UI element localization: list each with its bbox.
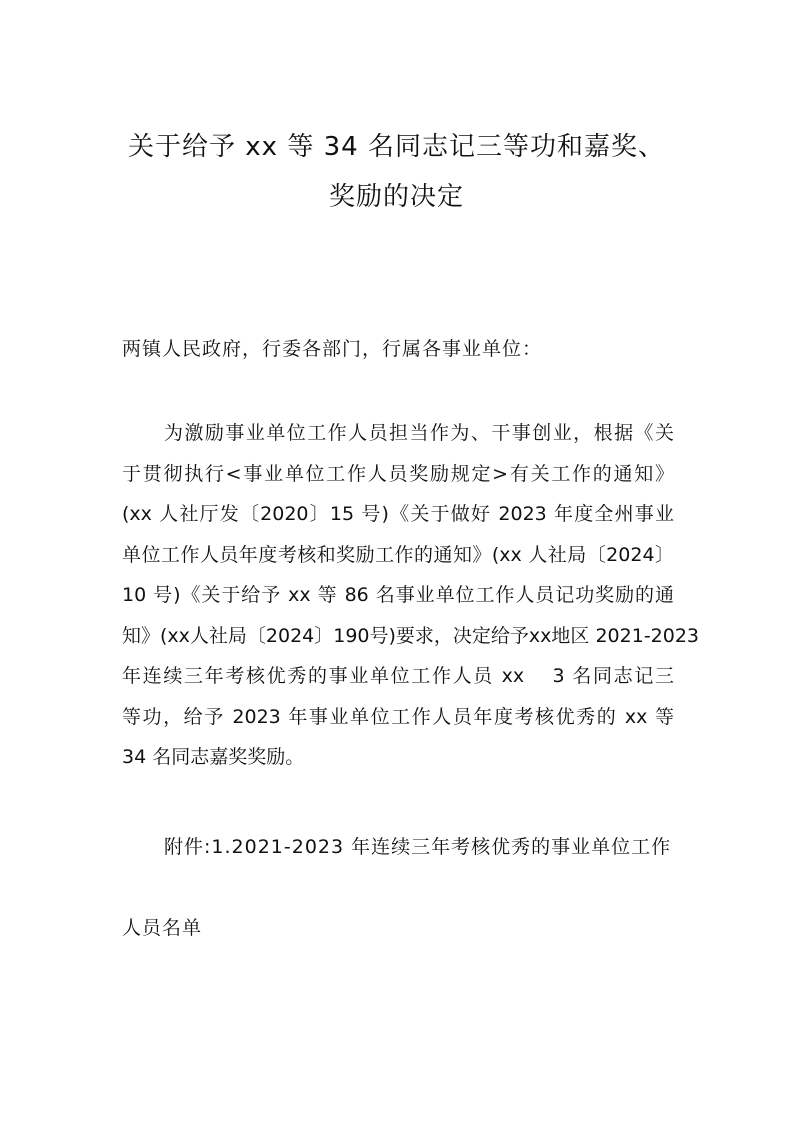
attachment-line-1: 附件:1.2021-2023 年连续三年考核优秀的事业单位工作: [164, 836, 672, 858]
body-line: 34 名同志嘉奖奖励。: [122, 746, 305, 768]
attachment-line-2: 人员名单: [122, 917, 203, 939]
body-line: 10 号)《关于给予 xx 等 86 名事业单位工作人员记功奖励的通: [122, 584, 674, 606]
salutation: 两镇人民政府，行委各部门，行属各事业单位：: [122, 338, 543, 360]
body-line: 知》(xx人社局〔2024〕190号)要求，决定给予xx地区 2021-2023: [122, 624, 700, 647]
body-line: (xx 人社厅发〔2020〕15 号)《关于做好 2023 年度全州事业: [122, 503, 674, 525]
document-title-line-2: 奖励的决定: [328, 182, 464, 212]
body-line: 年连续三年考核优秀的事业单位工作人员 xx 3 名同志记三: [122, 665, 674, 687]
document-title-line-1: 关于给予 xx 等 34 名同志记三等功和嘉奖、: [128, 132, 665, 162]
body-line: 于贯彻执行<事业单位工作人员奖励规定>有关工作的通知》: [122, 462, 674, 485]
body-line: 为激励事业单位工作人员担当作为、干事创业，根据《关: [164, 422, 674, 444]
body-line: 等功，给予 2023 年事业单位工作人员年度考核优秀的 xx 等: [122, 705, 674, 728]
body-paragraph: [122, 413, 700, 778]
body-line: 单位工作人员年度考核和奖励工作的通知》(xx 人社局〔2024〕: [122, 543, 674, 566]
